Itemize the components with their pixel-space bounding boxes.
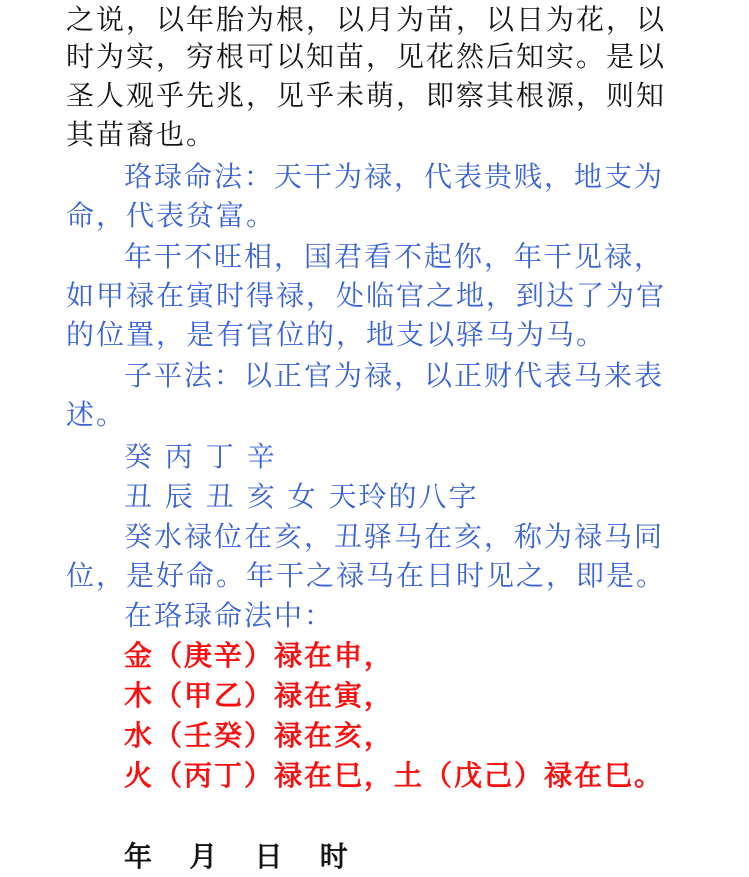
text-line-3: 圣人观乎先兆，见乎未萌，即察其根源，则知: [66, 79, 667, 112]
text-line-15: 位，是好命。年干之禄马在日时见之，即是。: [66, 559, 667, 592]
text-line-13: 丑 辰 丑 亥 女 天玲的八字: [124, 480, 479, 513]
text-line-10: 子平法：以正官为禄，以正财代表马来表: [124, 359, 665, 392]
text-line-19: 水（壬癸）禄在亥，: [124, 719, 395, 752]
text-line-17: 金（庚辛）禄在申，: [124, 639, 395, 672]
text-line-8: 如甲禄在寅时得禄，处临官之地，到达了为官: [66, 279, 667, 312]
text-line-18: 木（甲乙）禄在寅，: [124, 679, 395, 712]
text-line-16: 在珞琭命法中：: [124, 599, 335, 632]
text-line-11: 述。: [66, 398, 127, 431]
text-line-14: 癸水禄位在亥，丑驿马在亥，称为禄马同: [124, 520, 665, 553]
text-line-12: 癸 丙 丁 辛: [124, 440, 277, 473]
text-line-9: 的位置，是有官位的，地支以驿马为马。: [66, 318, 607, 351]
text-line-7: 年干不旺相，国君看不起你，年干见禄，: [124, 240, 665, 273]
text-line-20: 火（丙丁）禄在巳，土（戊己）禄在巳。: [124, 759, 665, 792]
text-line-21: 年 月 日 时: [124, 840, 350, 873]
text-line-2: 时为实，穷根可以知苗，见花然后知实。是以: [66, 40, 667, 73]
text-line-6: 命，代表贫富。: [66, 199, 277, 232]
text-line-5: 珞琭命法：天干为禄，代表贵贱，地支为: [124, 160, 665, 193]
text-line-1: 之说，以年胎为根，以月为苗，以日为花，以: [66, 3, 667, 36]
text-line-4: 其苗裔也。: [66, 118, 217, 151]
